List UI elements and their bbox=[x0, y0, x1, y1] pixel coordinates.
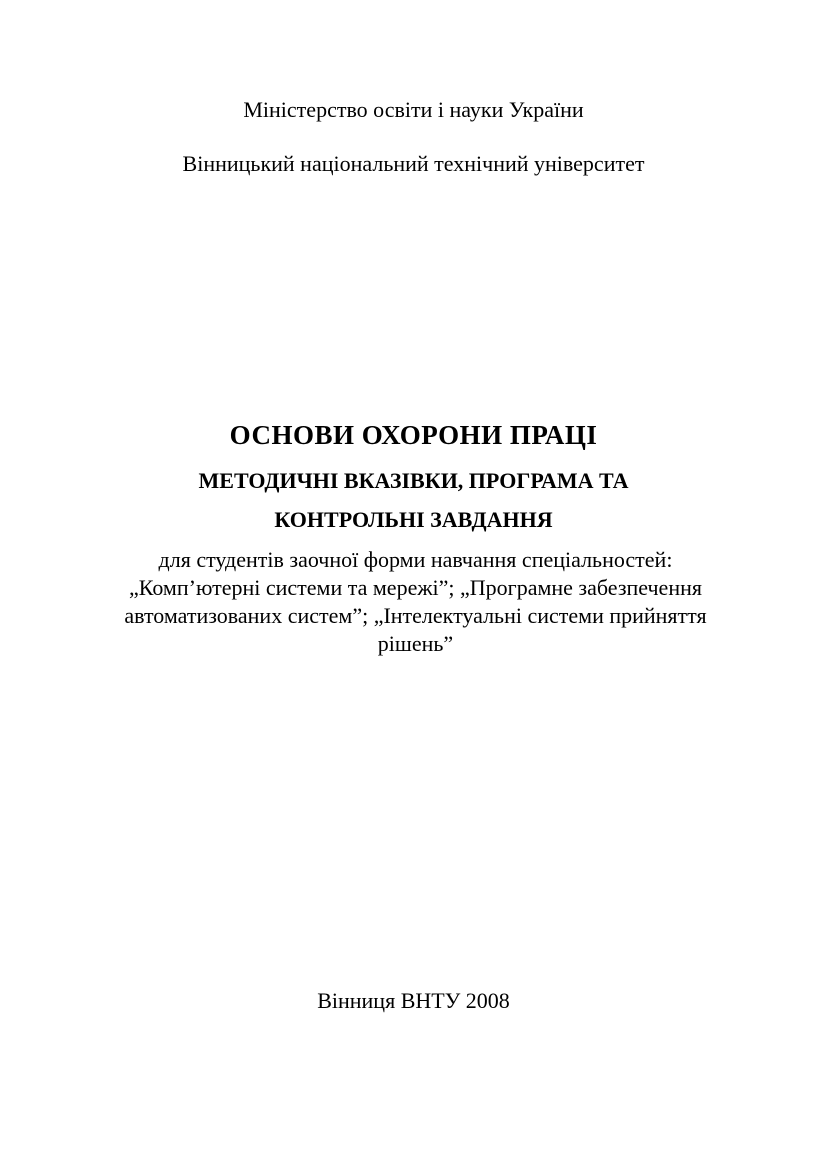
audience-paragraph: для студентів заочної форми навчання спеціальностей: „Комп’ютерні системи та мережі”; „Програмне забезпечення автоматизованих систем”; „Інтелектуальні системи прийняття рішень” bbox=[124, 547, 707, 656]
subtitle-line-1: МЕТОДИЧНІ ВКАЗІВКИ, ПРОГРАМА ТА bbox=[198, 468, 629, 493]
ministry-line: Міністерство освіти і науки України bbox=[243, 97, 584, 122]
university-line: Вінницький національний технічний університет bbox=[182, 151, 645, 176]
subtitle-line-2: КОНТРОЛЬНІ ЗАВДАННЯ bbox=[274, 507, 553, 532]
imprint-line: Вінниця ВНТУ 2008 bbox=[317, 988, 510, 1013]
document-title: ОСНОВИ ОХОРОНИ ПРАЦІ bbox=[229, 420, 598, 450]
